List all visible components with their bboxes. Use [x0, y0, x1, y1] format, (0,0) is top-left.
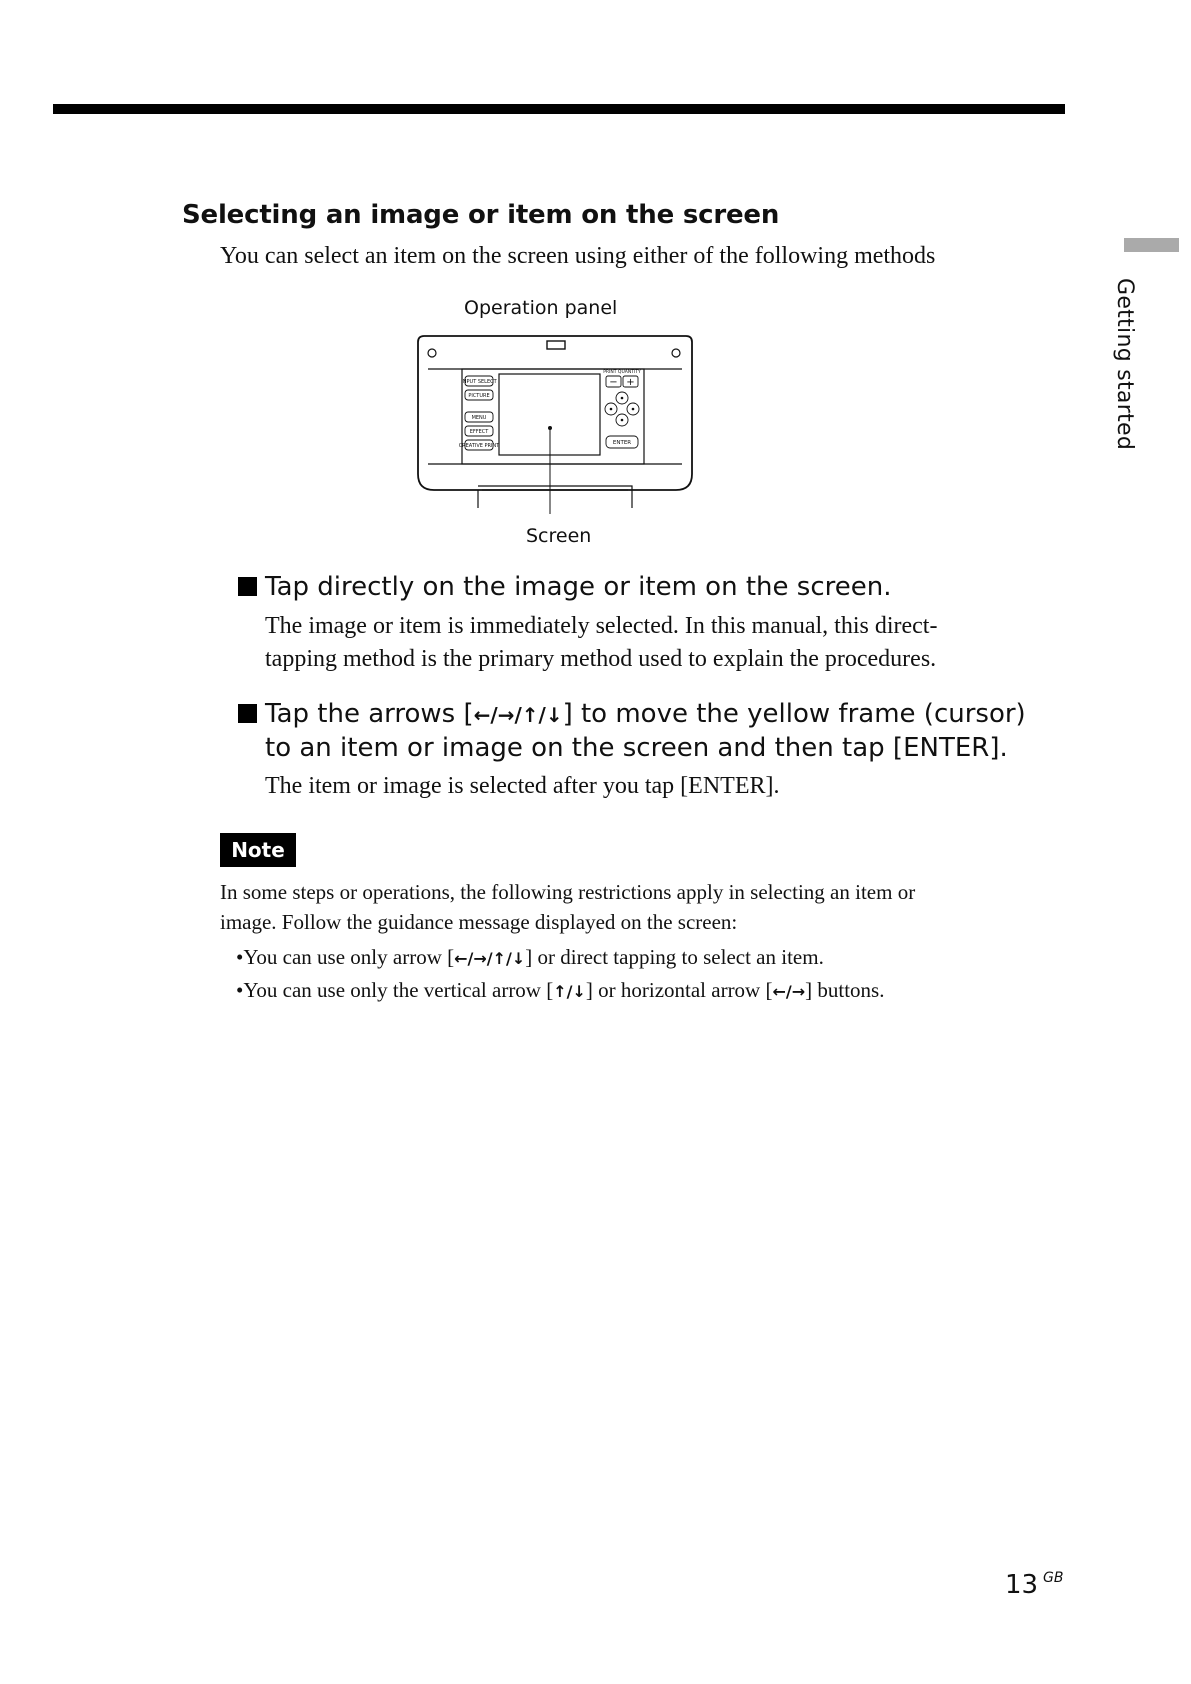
note-badge: Note: [220, 833, 296, 867]
panel-body-outline: [418, 336, 692, 490]
arrow-keys-icon: ←/→/↑/↓: [454, 949, 526, 968]
section-tab-label: Getting started: [1112, 278, 1137, 451]
method-1-body: [265, 610, 1055, 676]
operation-panel-diagram: [416, 334, 696, 534]
top-rule: [53, 104, 1065, 114]
page-number-suffix: GB: [1043, 1570, 1064, 1586]
note-bullet-2: •You can use only the vertical arrow [↑/↓] or horizontal arrow [←/→] buttons.: [236, 978, 885, 1002]
svg-text:INPUT SELECT: INPUT SELECT: [461, 379, 497, 385]
svg-text:+: +: [626, 377, 635, 388]
page-number: 13: [1005, 1570, 1039, 1600]
section-title: Selecting an image or item on the screen: [182, 200, 780, 230]
panel-screw-right: [672, 349, 680, 357]
vertical-arrow-keys-icon: ↑/↓: [553, 982, 586, 1001]
svg-text:MENU: MENU: [471, 415, 487, 421]
svg-text:ENTER: ENTER: [612, 440, 632, 446]
section-tab-marker: [1124, 238, 1179, 252]
square-bullet-icon: [238, 704, 257, 723]
svg-text:CREATIVE PRINT: CREATIVE PRINT: [458, 443, 500, 449]
figure-label-screen: Screen: [526, 525, 592, 547]
method-1-heading: Tap directly on the image or item on the screen.: [238, 571, 891, 604]
svg-text:EFFECT: EFFECT: [469, 429, 489, 435]
panel-screw-left: [428, 349, 436, 357]
method-1-body-line-1: The image or item is immediately selected. In this manual, this direct-: [265, 613, 938, 639]
figure-label-operation-panel: Operation panel: [464, 297, 618, 319]
method-2-body: The item or image is selected after you tap [ENTER].: [265, 773, 780, 799]
method-2-heading: Tap the arrows [←/→/↑/↓] to move the yellow frame (cursor) to an item or image on the screen and then tap [ENTER].: [238, 698, 1026, 765]
method-1-body-line-2: tapping method is the primary method used to explain the procedures.: [265, 646, 937, 672]
svg-text:−: −: [609, 377, 618, 388]
horizontal-arrow-keys-icon: ←/→: [772, 982, 806, 1001]
arrow-pad: [605, 392, 639, 426]
note-text: In some steps or operations, the following restrictions apply in selecting an item or image. Follow the guidance message displayed on the screen:: [220, 880, 916, 934]
panel-indicator-light: [547, 341, 565, 349]
svg-text:PRINT QUANTITY: PRINT QUANTITY: [603, 370, 641, 375]
arrow-keys-icon: ←/→/↑/↓: [473, 703, 563, 727]
square-bullet-icon: [238, 577, 257, 596]
svg-text:PICTURE: PICTURE: [468, 393, 490, 399]
section-intro: You can select an item on the screen using either of the following methods: [220, 243, 936, 269]
note-bullet-1: •You can use only arrow [←/→/↑/↓] or direct tapping to select an item.: [236, 945, 824, 969]
